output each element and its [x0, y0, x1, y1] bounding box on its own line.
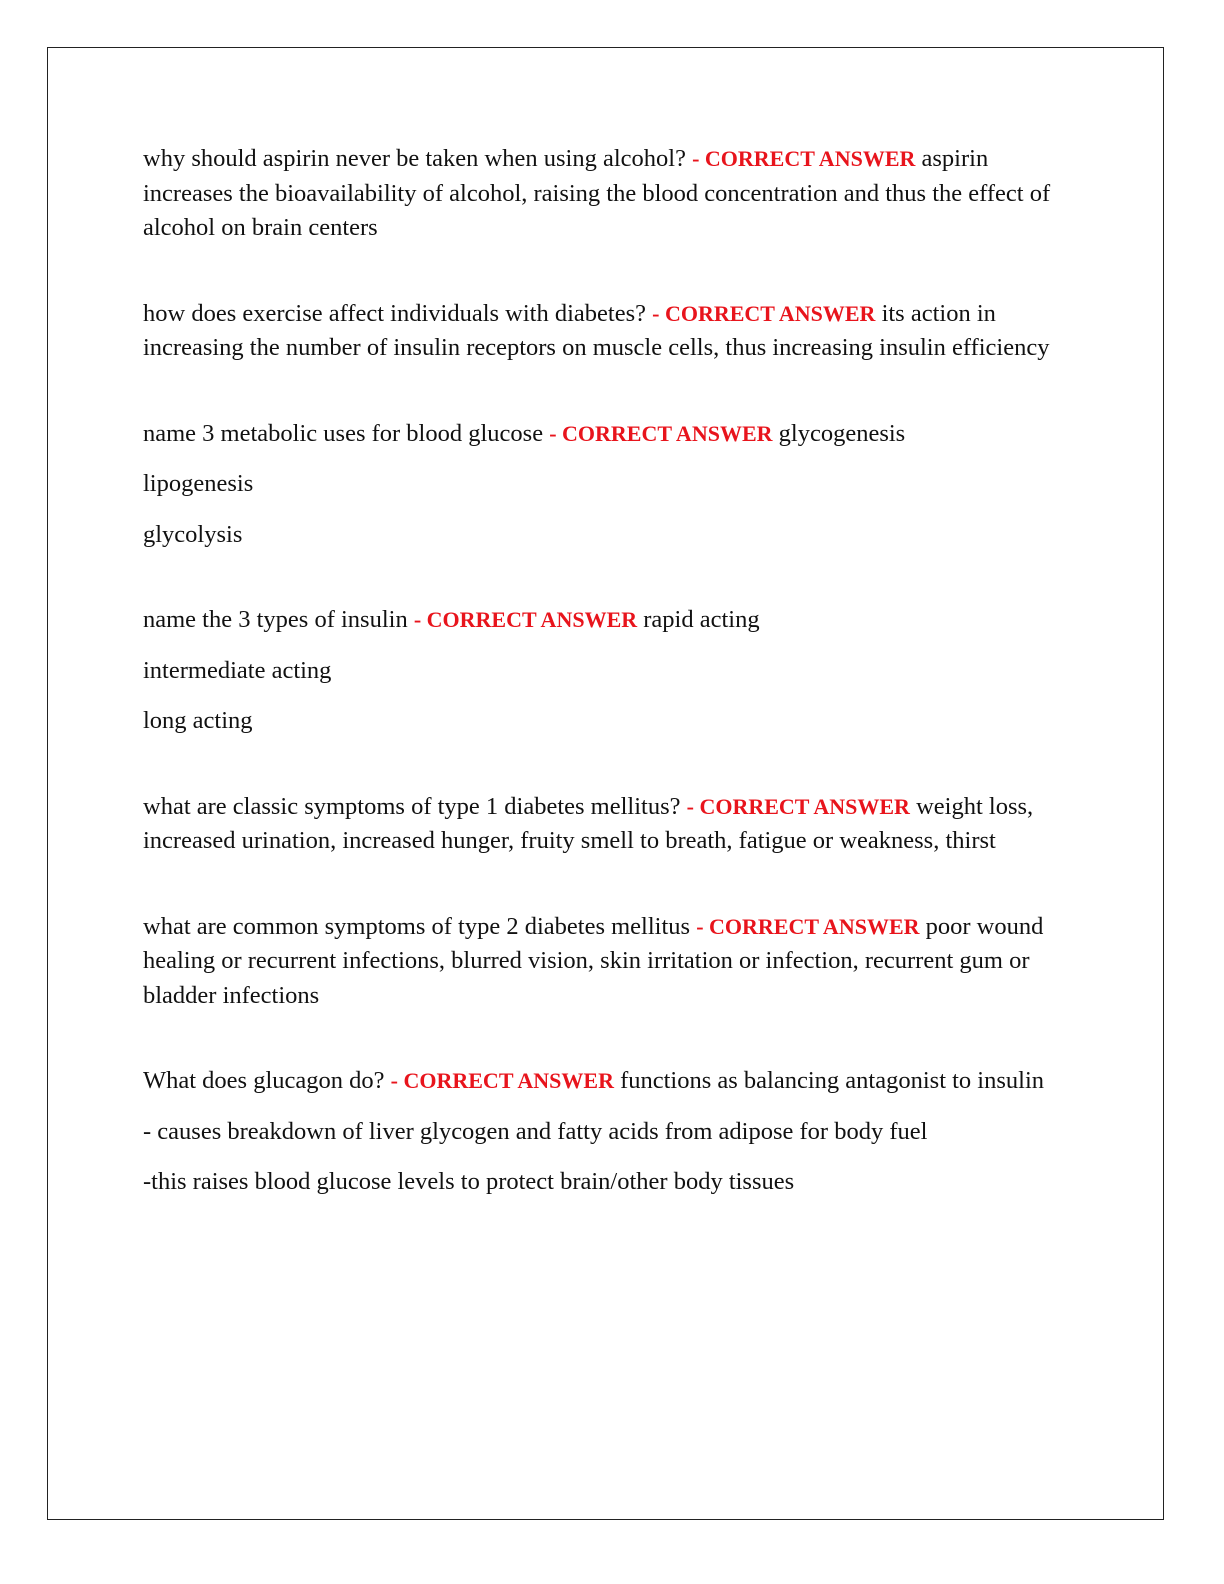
question-text: name 3 metabolic uses for blood glucose — [143, 419, 544, 447]
qa-line — [143, 297, 1078, 366]
qa-entry — [143, 417, 1078, 553]
question-text: what are classic symptoms of type 1 diabetes mellitus? — [143, 792, 681, 820]
answer-text: poor wound healing or recurrent infections, blurred vision, skin irritation or infection, recurrent gum or bladder infections — [143, 912, 1044, 1009]
answer-text: rapid acting — [643, 606, 760, 633]
qa-line — [143, 603, 1078, 638]
answer-text: functions as balancing antagonist to insulin — [620, 1067, 1045, 1094]
qa-entry — [143, 910, 1078, 1014]
answer-text: its action in increasing the number of insulin receptors on muscle cells, thus increasing insulin efficiency — [143, 299, 1050, 361]
answer-continuation: lipogenesis — [143, 470, 254, 497]
question-text: what are common symptoms of type 2 diabetes mellitus — [143, 912, 691, 940]
correct-answer-marker: - CORRECT ANSWER — [686, 793, 910, 819]
question-text: how does exercise affect individuals with diabetes? — [143, 299, 646, 327]
answer-continuation: glycolysis — [143, 520, 243, 548]
question-text: why should aspirin never be taken when using alcohol? — [143, 145, 686, 172]
answer-text: aspirin increases the bioavailability of alcohol, raising the blood concentration and thus the effect of alcohol on brain centers — [143, 145, 1051, 241]
correct-answer-marker: - CORRECT ANSWER — [692, 146, 916, 171]
answer-text: glycogenesis — [778, 419, 906, 447]
answer-continuation: long acting — [143, 707, 253, 734]
qa-line — [143, 1064, 1078, 1099]
correct-answer-marker: - CORRECT ANSWER — [413, 607, 638, 632]
qa-line — [143, 142, 1078, 246]
qa-line — [143, 910, 1078, 1014]
qa-entry — [143, 142, 1078, 246]
answer-continuation: - causes breakdown of liver glycogen and fatty acids from adipose for body fuel — [143, 1117, 928, 1145]
qa-entry — [143, 790, 1078, 859]
qa-entry — [143, 1064, 1078, 1200]
answer-text: weight loss, increased urination, increased hunger, fruity smell to breath, fatigue or weakness, thirst — [143, 792, 1034, 854]
correct-answer-marker: - CORRECT ANSWER — [652, 300, 876, 326]
question-text: name the 3 types of insulin — [143, 606, 408, 633]
document-body — [143, 142, 1078, 1251]
qa-entry — [143, 297, 1078, 366]
question-text: What does glucagon do? — [143, 1067, 385, 1094]
answer-continuation: -this raises blood glucose levels to protect brain/other body tissues — [143, 1168, 795, 1195]
qa-line — [143, 417, 1078, 452]
correct-answer-marker: - CORRECT ANSWER — [549, 420, 773, 446]
qa-line — [143, 790, 1078, 859]
correct-answer-marker: - CORRECT ANSWER — [696, 913, 920, 939]
answer-continuation: intermediate acting — [143, 656, 332, 684]
correct-answer-marker: - CORRECT ANSWER — [390, 1068, 614, 1093]
qa-entry — [143, 603, 1078, 739]
